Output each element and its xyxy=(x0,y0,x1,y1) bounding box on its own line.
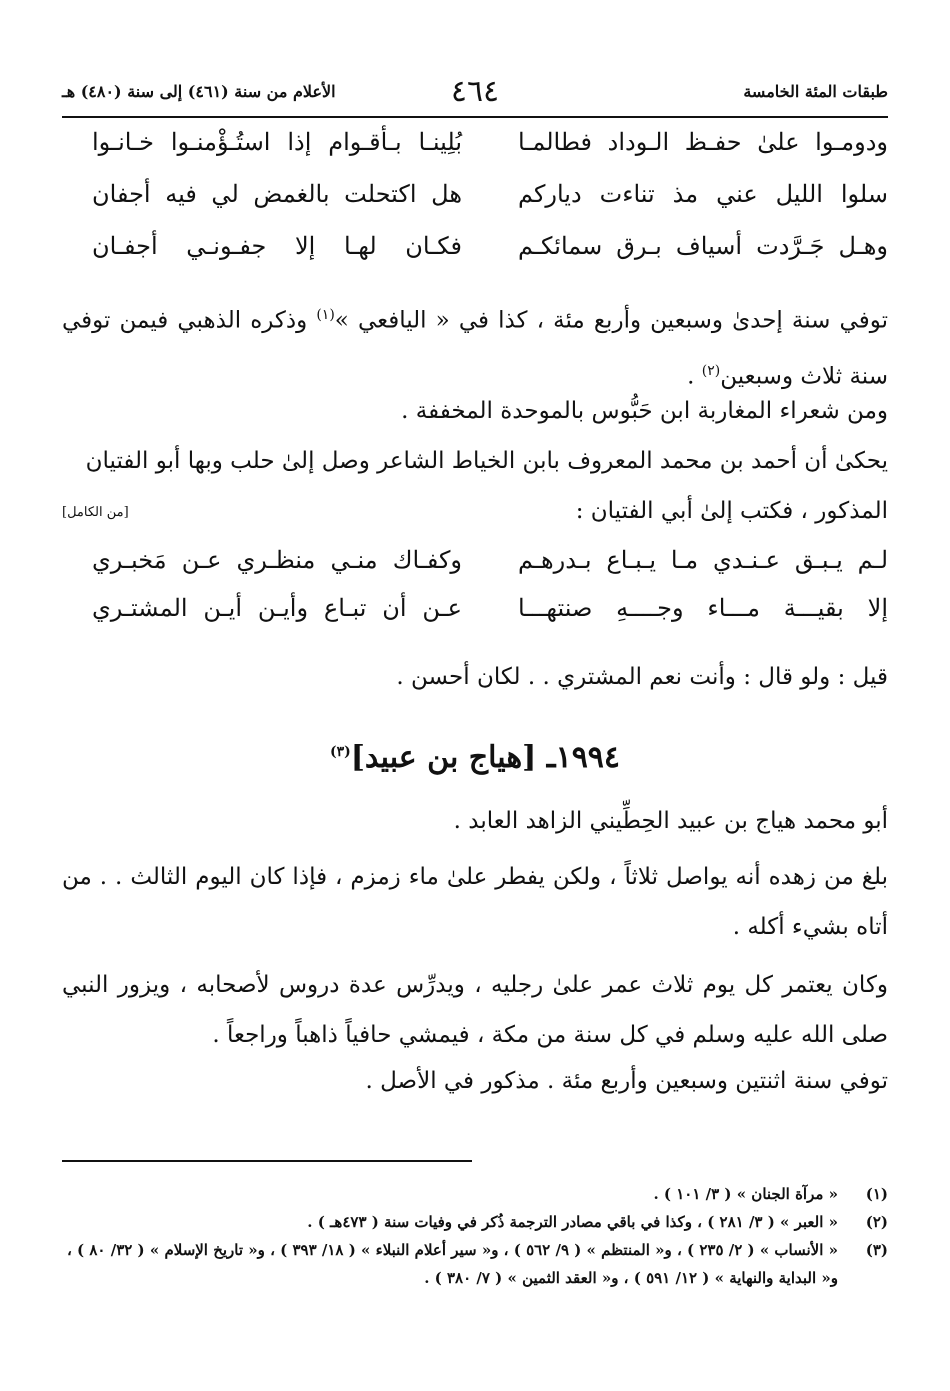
page xyxy=(62,0,888,1391)
running-header xyxy=(62,74,888,109)
entry-body xyxy=(62,796,888,846)
entry-body xyxy=(62,852,888,952)
verse-hemistich-first: سلوا الليل عني مذ تناءت دياركم xyxy=(518,180,888,208)
footnote-ref: (١) xyxy=(316,307,335,323)
paragraph-death-date xyxy=(62,290,888,401)
verse-hemistich-second: وكفـاك منـي منظـري عـن مَخبـري xyxy=(92,546,462,574)
entry-heading-text: ١٩٩٤ـ [هياج بن عبيد] xyxy=(350,740,621,775)
entry-body xyxy=(62,1056,888,1106)
paragraph-maghrib-poets xyxy=(62,386,888,436)
paragraph-text: وذكره الذهبي فيمن توفي سنة ثلاث وسبعين xyxy=(62,307,888,390)
verse-line xyxy=(62,594,888,638)
footnote-number: (١) xyxy=(865,1185,888,1203)
footnote-number: (٢) xyxy=(865,1213,888,1231)
paragraph-anecdote xyxy=(62,436,888,538)
verse-hemistich-second: بُلِينـا بـأقـوام إذا استُـؤْمنـوا خـانـوا xyxy=(92,128,462,156)
entry-paragraph: أبو محمد هياج بن عبيد الحِطِّيني الزاهد العابد . xyxy=(453,808,888,834)
header-rule xyxy=(62,116,888,118)
paragraph-text: ومن شعراء المغاربة ابن حَبُّوس بالموحدة المخففة . xyxy=(401,398,888,424)
footnote-text: « الأنساب » ( ٢/ ٢٣٥ ) ، و« المنتظم » ( ٩/ ٥٦٢ ) ، و« سير أعلام النبلاء » ( ١٨/ ٣٩٣ ) ، و« تاريخ الإسلام » ( ٣٢/ ٨٠ ) ، و« البداية والنهاية » ( ١٢/ ٥٩١ ) ، و« العقد الثمين » ( ٧/ ٣٨٠ ) . xyxy=(66,1241,838,1287)
footnote xyxy=(62,1180,888,1208)
footnote-text: « مرآة الجنان » ( ٣/ ١٠١ ) . xyxy=(653,1185,838,1203)
section-title: الأعلام من سنة (٤٦١) إلى سنة (٤٨٠) هـ xyxy=(62,82,336,101)
entry-heading xyxy=(62,740,888,775)
entry-paragraph: بلغ من زهده أنه يواصل ثلاثاً ، ولكن يفطر علىٰ ماء زمزم ، فإذا كان اليوم الثالث . . من أتاه بشيء أكله . xyxy=(62,864,888,940)
entry-paragraph: وكان يعتمر كل يوم ثلاث عمر علىٰ رجليه ، ويدرِّس عدة دروس لأصحابه ، ويزور النبي صلى الله عليه وسلم في كل سنة من مكة ، فيمشي حافياً ذاهباً وراجعاً . xyxy=(62,972,888,1048)
footnotes xyxy=(62,1180,888,1292)
verse-line xyxy=(62,546,888,590)
verse-line xyxy=(62,180,888,224)
verse-line xyxy=(62,232,888,276)
footnote-text: « العبر » ( ٣/ ٢٨١ ) ، وكذا في باقي مصادر الترجمة ذُكر في وفيات سنة ( ٤٧٣هـ ) . xyxy=(307,1213,838,1231)
footnote-ref: (٢) xyxy=(701,362,721,379)
verse-hemistich-second: عـن أن تبـاع وأيـن أيـن المشتـري xyxy=(92,594,462,622)
verse-line xyxy=(62,128,888,172)
verse-hemistich-first: وهـل جَـرَّدت أسياف بـرق سمائكـم xyxy=(518,232,888,260)
verse-hemistich-first: ودومـوا علىٰ حفـظ الـوداد فطالمـا xyxy=(518,128,888,156)
paragraph-text: المذكور ، فكتب إلىٰ أبي الفتيان : xyxy=(575,498,888,524)
verse-hemistich-second: فكـان لهـا إلا جفـونـي أجفـان xyxy=(92,232,462,260)
page-number: ٤٦٤ xyxy=(450,74,500,109)
entry-paragraph: توفي سنة اثنتين وسبعين وأربع مئة . مذكور في الأصل . xyxy=(365,1068,888,1094)
paragraph-text: يحكىٰ أن أحمد بن محمد المعروف بابن الخياط الشاعر وصل إلىٰ حلب وبها أبو الفتيان xyxy=(85,448,888,474)
verse-hemistich-first: إلا بقيـــة مـــاء وجــــهِ صنتهـــا xyxy=(518,594,888,622)
footnote xyxy=(62,1208,888,1236)
paragraph-text: . xyxy=(687,363,702,390)
footnote xyxy=(62,1236,888,1292)
verse-hemistich-second: هل اكتحلت بالغمض لي فيه أجفان xyxy=(92,180,462,208)
paragraph-text: قيل : ولو قال : وأنت نعم المشتري . . لكان أحسن . xyxy=(396,664,888,690)
footnote-ref: (٣) xyxy=(329,744,351,760)
paragraph-text: توفي سنة إحدىٰ وسبعين وأربع مئة ، كذا في « اليافعي » xyxy=(334,307,888,334)
verse-hemistich-first: لـم يـبـق عـنـدي مـا يـبـاع بـدرهـم xyxy=(518,546,888,574)
book-title: طبقات المئة الخامسة xyxy=(743,82,888,101)
footnote-number: (٣) xyxy=(865,1241,888,1259)
paragraph-comment xyxy=(62,652,888,702)
footnote-rule xyxy=(62,1160,472,1162)
meter-label: [من الكامل] xyxy=(62,505,129,520)
entry-body xyxy=(62,960,888,1060)
